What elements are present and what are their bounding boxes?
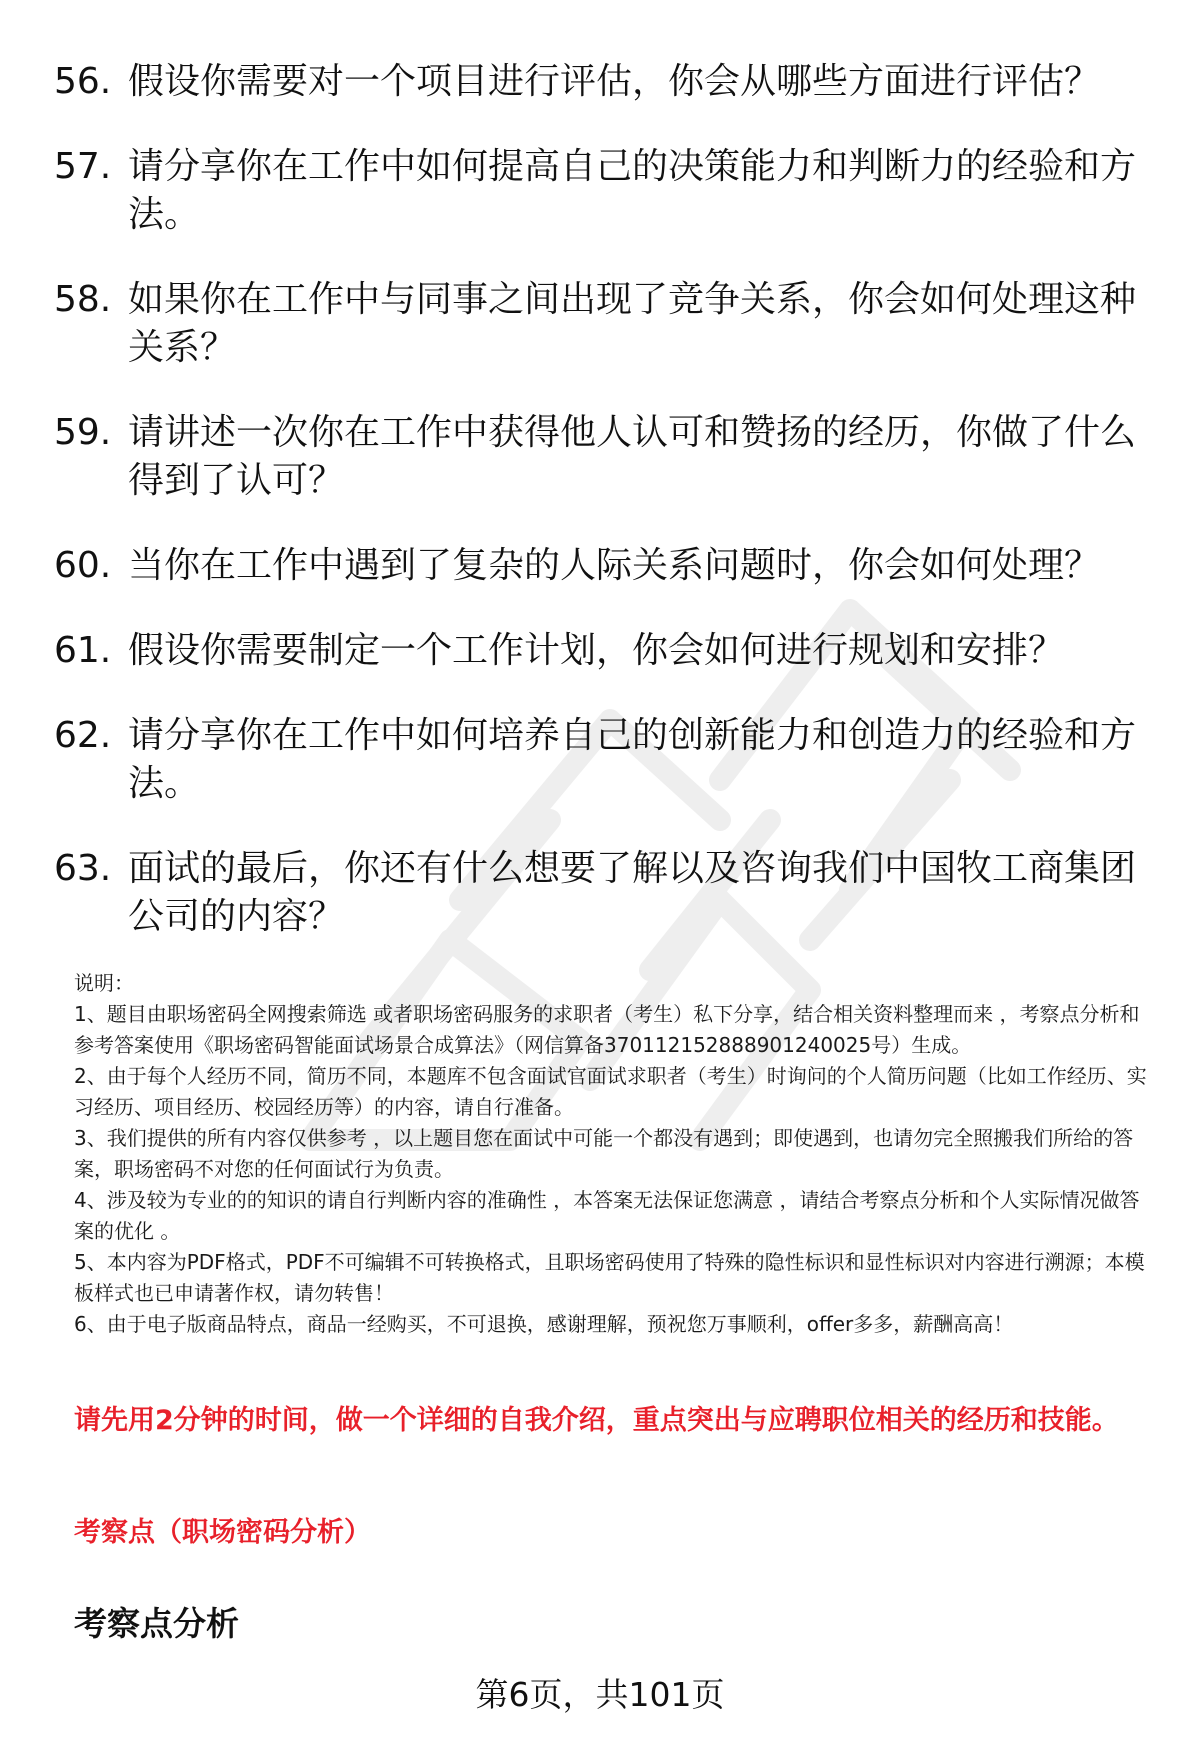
question-text: 请分享你在工作中如何培养自己的创新能力和创造力的经验和方法。 [128, 715, 1137, 804]
note-item: 1、题目由职场密码全网搜索筛选 或者职场密码服务的求职者（考生）私下分享，结合相关资料整理而来 ，考察点分析和参考答案使用《职场密码智能面试场景合成算法》（网信算备370112152888901240025号）生成。 [74, 1002, 1140, 1057]
question-text: 当你在工作中遇到了复杂的人际关系问题时，你会如何处理？ [128, 545, 1101, 586]
question-text: 假设你需要对一个项目进行评估，你会从哪些方面进行评估？ [128, 61, 1101, 102]
note-item: 6、由于电子版商品特点，商品一经购买，不可退换，感谢理解，预祝您万事顺利，offer多多，薪酬高高！ [74, 1312, 1014, 1336]
notes-block [74, 968, 1159, 1340]
question-number: 56. [54, 61, 112, 102]
question-item [54, 276, 1154, 372]
question-list [54, 58, 1154, 978]
question-number: 61. [54, 630, 112, 671]
question-item [54, 143, 1154, 239]
question-item [54, 542, 1154, 590]
question-number: 60. [54, 545, 112, 586]
question-text: 请讲述一次你在工作中获得他人认可和赞扬的经历，你做了什么得到了认可？ [128, 412, 1137, 501]
note-item: 3、我们提供的所有内容仅供参考 ，以上题目您在面试中可能一个都没有遇到；即使遇到，也请勿完全照搬我们所给的答案，职场密码不对您的任何面试行为负责。 [74, 1126, 1134, 1181]
question-number: 57. [54, 146, 112, 187]
question-item [54, 58, 1154, 106]
note-item: 2、由于每个人经历不同，简历不同，本题库不包含面试官面试求职者（考生）时询问的个人简历问题（比如工作经历、实习经历、项目经历、校园经历等）的内容，请自行准备。 [74, 1064, 1147, 1119]
note-item: 5、本内容为PDF格式，PDF不可编辑不可转换格式，且职场密码使用了特殊的隐性标识和显性标识对内容进行溯源；本模板样式也已申请著作权，请勿转售！ [74, 1250, 1145, 1305]
question-number: 58. [54, 279, 112, 320]
question-text: 面试的最后，你还有什么想要了解以及咨询我们中国牧工商集团公司的内容？ [128, 848, 1137, 937]
page-number: 第6页，共101页 [475, 1675, 725, 1714]
question-number: 63. [54, 848, 112, 889]
question-item [54, 712, 1154, 808]
section-title: 考察点分析 [74, 1604, 239, 1643]
question-number: 62. [54, 715, 112, 756]
question-number: 59. [54, 412, 112, 453]
question-text: 如果你在工作中与同事之间出现了竞争关系，你会如何处理这种关系？ [128, 279, 1137, 368]
note-item: 4、涉及较为专业的的知识的请自行判断内容的准确性 ，本答案无法保证您满意 ，请结合考察点分析和个人实际情况做答案的优化 。 [74, 1188, 1140, 1243]
question-item [54, 627, 1154, 675]
question-text: 假设你需要制定一个工作计划，你会如何进行规划和安排？ [128, 630, 1065, 671]
interview-prompt: 请先用2分钟的时间，做一个详细的自我介绍，重点突出与应聘职位相关的经历和技能。 [74, 1405, 1119, 1436]
question-item [54, 845, 1154, 941]
question-text: 请分享你在工作中如何提高自己的决策能力和判断力的经验和方法。 [128, 146, 1137, 235]
focus-label: 考察点（职场密码分析） [74, 1517, 371, 1548]
notes-heading: 说明： [74, 971, 134, 995]
question-item [54, 409, 1154, 505]
